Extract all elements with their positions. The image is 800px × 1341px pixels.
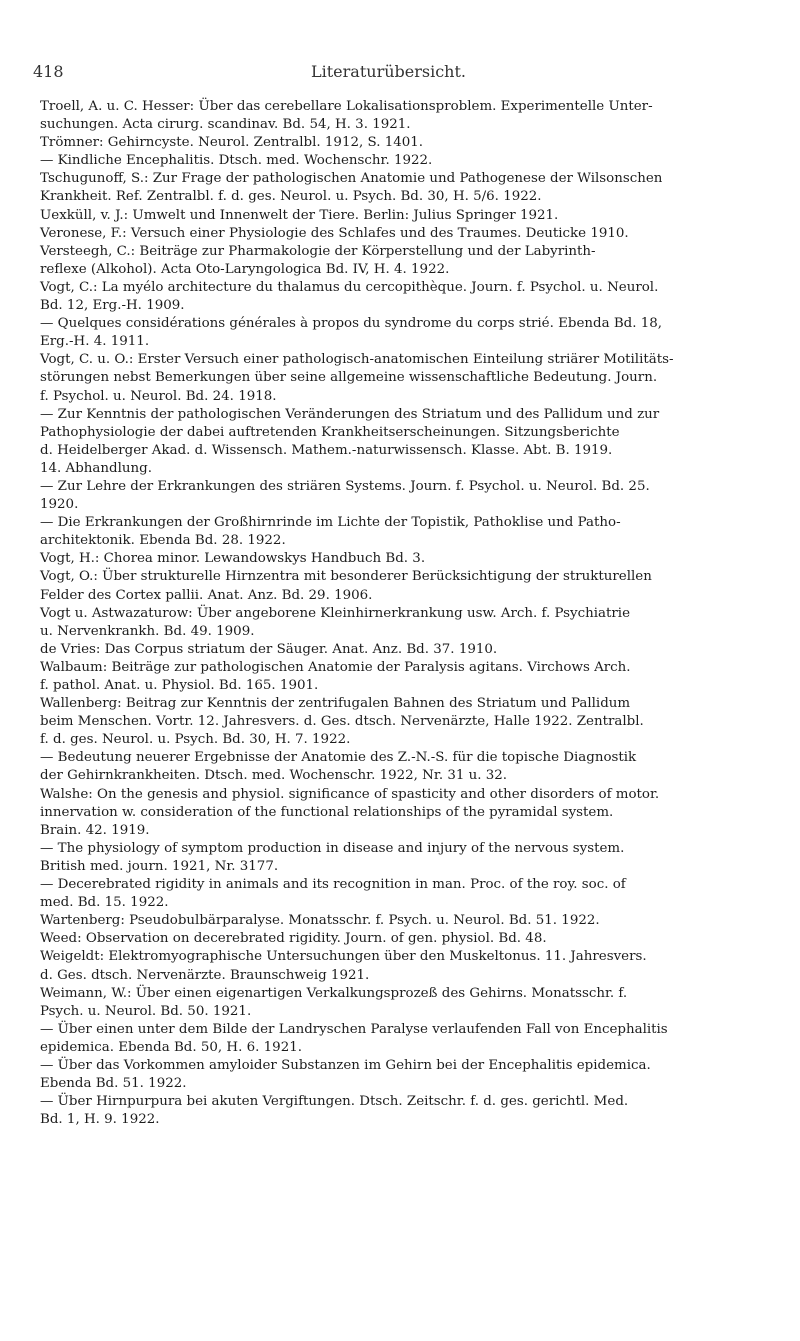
reference-line: Tschugunoff, S.: Zur Frage der pathologischen Anatomie und Pathogenese der Wilsonschen [40, 171, 663, 187]
reference-line: Felder des Cortex pallii. Anat. Anz. Bd. 29. 1906. [40, 587, 373, 603]
page-number: 418 [33, 62, 64, 81]
reference-entry [40, 514, 788, 550]
reference-line: Erg.-H. 4. 1911. [40, 334, 150, 350]
reference-line: — Zur Lehre der Erkrankungen des striären Systems. Journ. f. Psychol. u. Neurol. Bd. 25. [40, 478, 650, 494]
reference-line: — Kindliche Encephalitis. Dtsch. med. Wochenschr. 1922. [40, 153, 433, 169]
reference-line: epidemica. Ebenda Bd. 50, H. 6. 1921. [40, 1039, 302, 1055]
reference-line: Wartenberg: Pseudobulbärparalyse. Monatsschr. f. Psych. u. Neurol. Bd. 51. 1922. [40, 913, 600, 929]
reference-line: — Über Hirnpurpura bei akuten Vergiftungen. Dtsch. Zeitschr. f. d. ges. gerichtl. Med. [40, 1094, 629, 1110]
reference-line: — Über das Vorkommen amyloider Substanzen im Gehirn bei der Encephalitis epidemica. [40, 1057, 651, 1073]
reference-entry [40, 243, 788, 279]
reference-line: Vogt, C.: La myélo architecture du thalamus du cercopithèque. Journ. f. Psychol. u. Neurol. [40, 279, 659, 295]
reference-line: Bd. 12, Erg.-H. 1909. [40, 298, 185, 314]
reference-line: Ebenda Bd. 51. 1922. [40, 1076, 187, 1092]
page-header [33, 62, 780, 88]
reference-entry [40, 786, 788, 840]
reference-line: beim Menschen. Vortr. 12. Jahresvers. d. Ges. dtsch. Nervenärzte, Halle 1922. Zentralbl. [40, 714, 644, 730]
reference-list [40, 98, 788, 1129]
reference-entry [40, 134, 788, 152]
reference-entry [40, 351, 788, 405]
reference-entry [40, 605, 788, 641]
reference-entry [40, 279, 788, 315]
reference-line: — Die Erkrankungen der Großhirnrinde im Lichte der Topistik, Pathoklise und Patho- [40, 515, 621, 531]
reference-line: de Vries: Das Corpus striatum der Säuger. Anat. Anz. Bd. 37. 1910. [40, 641, 498, 657]
reference-line: f. d. ges. Neurol. u. Psych. Bd. 30, H. 7. 1922. [40, 732, 351, 748]
reference-entry [40, 695, 788, 749]
reference-line: — Decerebrated rigidity in animals and its recognition in man. Proc. of the roy. soc. of [40, 877, 626, 893]
running-head: Literaturübersicht. [311, 62, 466, 81]
reference-line: — Zur Kenntnis der pathologischen Veränderungen des Striatum und des Pallidum und zur [40, 406, 660, 422]
reference-line: — Über einen unter dem Bilde der Landryschen Paralyse verlaufenden Fall von Encephalitis [40, 1021, 668, 1037]
reference-entry [40, 641, 788, 659]
reference-line: 14. Abhandlung. [40, 460, 152, 476]
reference-line: Bd. 1, H. 9. 1922. [40, 1112, 160, 1128]
reference-line: Versteegh, C.: Beiträge zur Pharmakologie der Körperstellung und der Labyrinth- [40, 243, 596, 259]
reference-line: Brain. 42. 1919. [40, 822, 150, 838]
reference-line: — Bedeutung neuerer Ergebnisse der Anatomie des Z.-N.-S. für die topische Diagnostik [40, 750, 637, 766]
reference-entry [40, 840, 788, 876]
reference-line: der Gehirnkrankheiten. Dtsch. med. Wochenschr. 1922, Nr. 31 u. 32. [40, 768, 508, 784]
reference-line: med. Bd. 15. 1922. [40, 895, 169, 911]
reference-entry [40, 478, 788, 514]
reference-entry [40, 912, 788, 930]
reference-entry [40, 406, 788, 478]
reference-entry [40, 568, 788, 604]
reference-line: d. Ges. dtsch. Nervenärzte. Braunschweig 1921. [40, 967, 370, 983]
reference-line: Wallenberg: Beitrag zur Kenntnis der zentrifugalen Bahnen des Striatum und Pallidum [40, 696, 631, 712]
reference-line: u. Nervenkrankh. Bd. 49. 1909. [40, 623, 255, 639]
reference-entry [40, 1093, 788, 1129]
reference-line: f. Psychol. u. Neurol. Bd. 24. 1918. [40, 388, 277, 404]
reference-entry [40, 225, 788, 243]
reference-line: Vogt, C. u. O.: Erster Versuch einer pathologisch-anatomischen Einteilung striärer Motilitäts- [40, 352, 674, 368]
reference-entry [40, 170, 788, 206]
reference-line: British med. journ. 1921, Nr. 3177. [40, 858, 279, 874]
reference-line: Weed: Observation on decerebrated rigidity. Journ. of gen. physiol. Bd. 48. [40, 931, 547, 947]
reference-entry [40, 98, 788, 134]
reference-entry [40, 152, 788, 170]
reference-line: Walbaum: Beiträge zur pathologischen Anatomie der Paralysis agitans. Virchows Arch. [40, 659, 631, 675]
reference-entry [40, 1021, 788, 1057]
reference-line: Psych. u. Neurol. Bd. 50. 1921. [40, 1003, 252, 1019]
reference-entry [40, 659, 788, 695]
reference-line: Weigeldt: Elektromyographische Untersuchungen über den Muskeltonus. 11. Jahresvers. [40, 949, 647, 965]
reference-entry [40, 985, 788, 1021]
reference-entry [40, 930, 788, 948]
reference-line: Krankheit. Ref. Zentralbl. f. d. ges. Neurol. u. Psych. Bd. 30, H. 5/6. 1922. [40, 189, 542, 205]
reference-line: Uexküll, v. J.: Umwelt und Innenwelt der Tiere. Berlin: Julius Springer 1921. [40, 207, 559, 223]
reference-line: störungen nebst Bemerkungen über seine allgemeine wissenschaftliche Bedeutung. Journ. [40, 370, 658, 386]
reference-line: Pathophysiologie der dabei auftretenden Krankheitserscheinungen. Sitzungsberichte [40, 424, 620, 440]
reference-entry [40, 315, 788, 351]
reference-line: 1920. [40, 497, 79, 513]
reference-line: innervation w. consideration of the functional relationships of the pyramidal system. [40, 804, 614, 820]
reference-entry [40, 876, 788, 912]
reference-line: Walshe: On the genesis and physiol. significance of spasticity and other disorders of motor. [40, 786, 660, 802]
reference-line: suchungen. Acta cirurg. scandinav. Bd. 54, H. 3. 1921. [40, 117, 411, 133]
reference-entry [40, 749, 788, 785]
reference-line: reflexe (Alkohol). Acta Oto-Laryngologica Bd. IV, H. 4. 1922. [40, 261, 450, 277]
reference-line: Weimann, W.: Über einen eigenartigen Verkalkungsprozeß des Gehirns. Monatsschr. f. [40, 985, 628, 1001]
reference-entry [40, 1057, 788, 1093]
reference-line: — The physiology of symptom production in disease and injury of the nervous system. [40, 840, 625, 856]
reference-entry [40, 207, 788, 225]
reference-line: architektonik. Ebenda Bd. 28. 1922. [40, 533, 286, 549]
reference-line: d. Heidelberger Akad. d. Wissensch. Mathem.-naturwissensch. Klasse. Abt. B. 1919. [40, 442, 613, 458]
reference-entry [40, 948, 788, 984]
reference-line: Vogt u. Astwazaturow: Über angeborene Kleinhirnerkrankung usw. Arch. f. Psychiatrie [40, 605, 630, 621]
reference-line: Veronese, F.: Versuch einer Physiologie des Schlafes und des Traumes. Deuticke 1910. [40, 225, 629, 241]
reference-line: Trömner: Gehirncyste. Neurol. Zentralbl. 1912, S. 1401. [40, 135, 424, 151]
reference-line: Vogt, O.: Über strukturelle Hirnzentra mit besonderer Berücksichtigung der strukturellen [40, 569, 652, 585]
reference-line: f. pathol. Anat. u. Physiol. Bd. 165. 1901. [40, 678, 319, 693]
reference-entry [40, 550, 788, 568]
reference-line: Troell, A. u. C. Hesser: Über das cerebellare Lokalisationsproblem. Experimentelle Unter- [40, 99, 653, 114]
reference-line: — Quelques considérations générales à propos du syndrome du corps strié. Ebenda Bd. 18, [40, 316, 663, 332]
reference-line: Vogt, H.: Chorea minor. Lewandowskys Handbuch Bd. 3. [40, 551, 426, 567]
